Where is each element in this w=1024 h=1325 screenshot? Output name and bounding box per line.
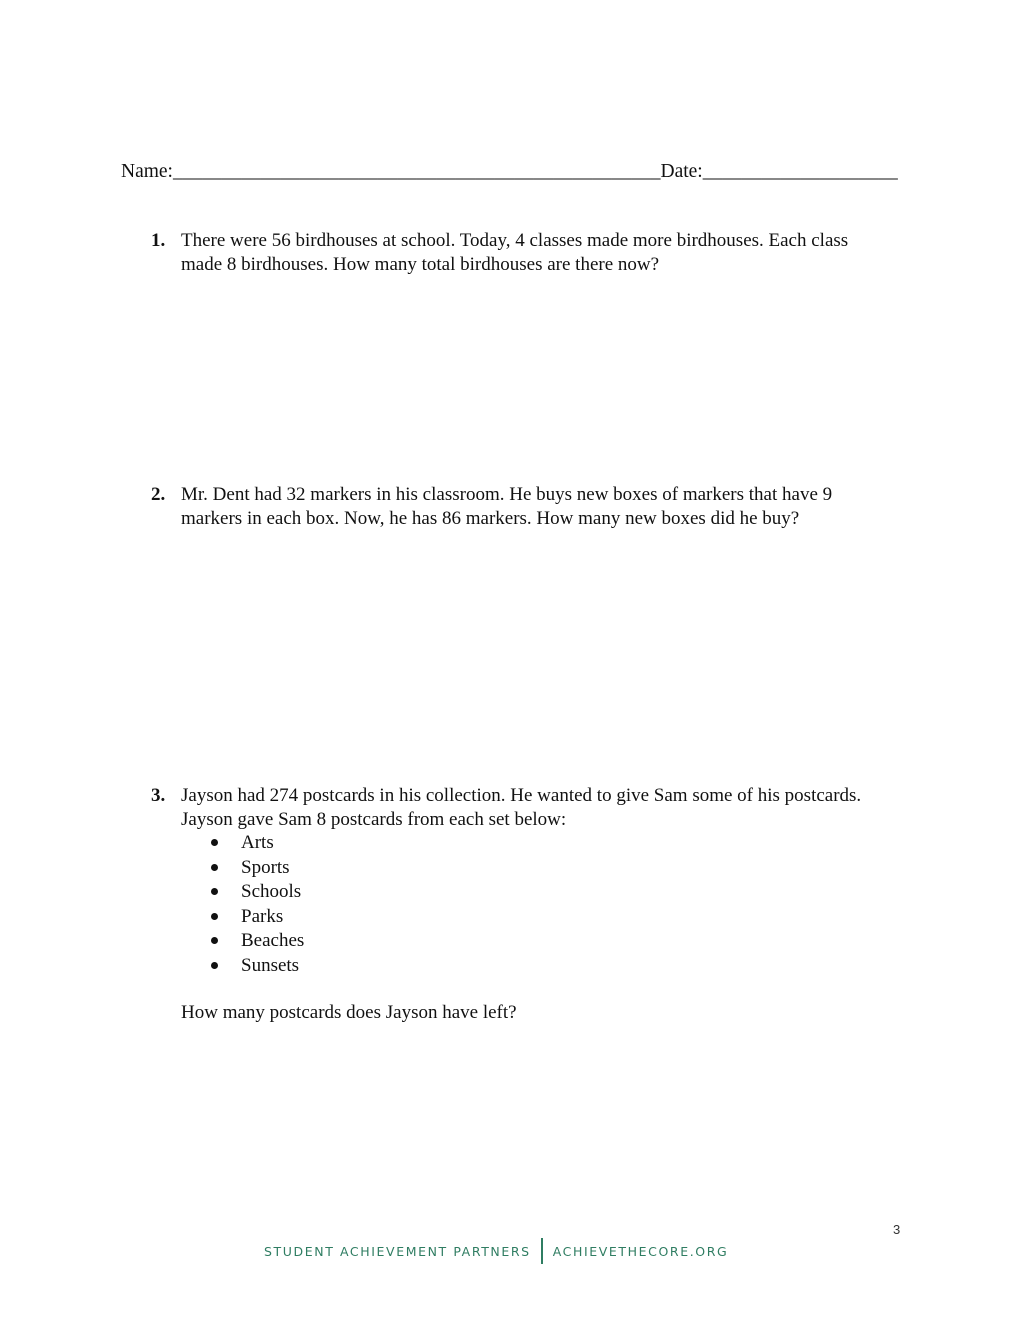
list-item-label: Sports [241,856,290,878]
question-line: markers in each box. Now, he has 86 markers. How many new boxes did he buy? [181,507,800,529]
question-number: 1. [151,230,166,251]
bullet-icon [211,864,218,871]
final-question: How many postcards does Jayson have left? [181,1001,517,1023]
list-item-label: Sunsets [241,954,300,976]
question-text [181,229,911,276]
date-blank[interactable]: ____________________ [702,161,898,182]
bullet-icon [211,913,218,920]
question-line: Jayson gave Sam 8 postcards from each set below: [181,808,567,830]
name-blank[interactable]: __________________________________________________ [172,161,661,182]
bullet-icon [211,937,218,944]
question-number: 3. [151,785,166,806]
postcard-set-list [181,831,911,979]
bullet-icon [211,888,218,895]
list-item [181,905,911,930]
page-number: 3 [893,1222,901,1237]
name-label: Name: [121,161,173,182]
question-2 [151,483,911,530]
question-3 [151,784,911,1024]
name-date-line [121,160,906,184]
footer-divider [541,1238,543,1264]
list-item-label: Parks [241,905,284,927]
list-item-label: Beaches [241,930,305,952]
date-label: Date: [660,161,703,182]
bullet-icon [211,962,218,969]
question-line: There were 56 birdhouses at school. Today, 4 classes made more birdhouses. Each class [181,230,849,251]
list-item-label: Arts [241,832,274,853]
list-item [181,856,911,881]
list-item [181,831,911,856]
list-item [181,954,911,979]
question-line: Mr. Dent had 32 markers in his classroom. He buys new boxes of markers that have 9 [181,484,833,505]
list-item [181,880,911,905]
footer-organization: STUDENT ACHIEVEMENT PARTNERS [264,1243,531,1259]
bullet-icon [211,839,218,846]
list-item [181,929,911,954]
footer-logo [264,1238,728,1264]
question-text [181,784,911,1024]
list-item-label: Schools [241,881,302,903]
question-text [181,483,911,530]
question-line: made 8 birdhouses. How many total birdhouses are there now? [181,253,660,275]
footer-website: ACHIEVETHECORE.ORG [552,1243,729,1259]
question-1 [151,229,911,276]
question-line: Jayson had 274 postcards in his collection. He wanted to give Sam some of his postcards. [181,785,862,806]
question-number: 2. [151,484,166,505]
